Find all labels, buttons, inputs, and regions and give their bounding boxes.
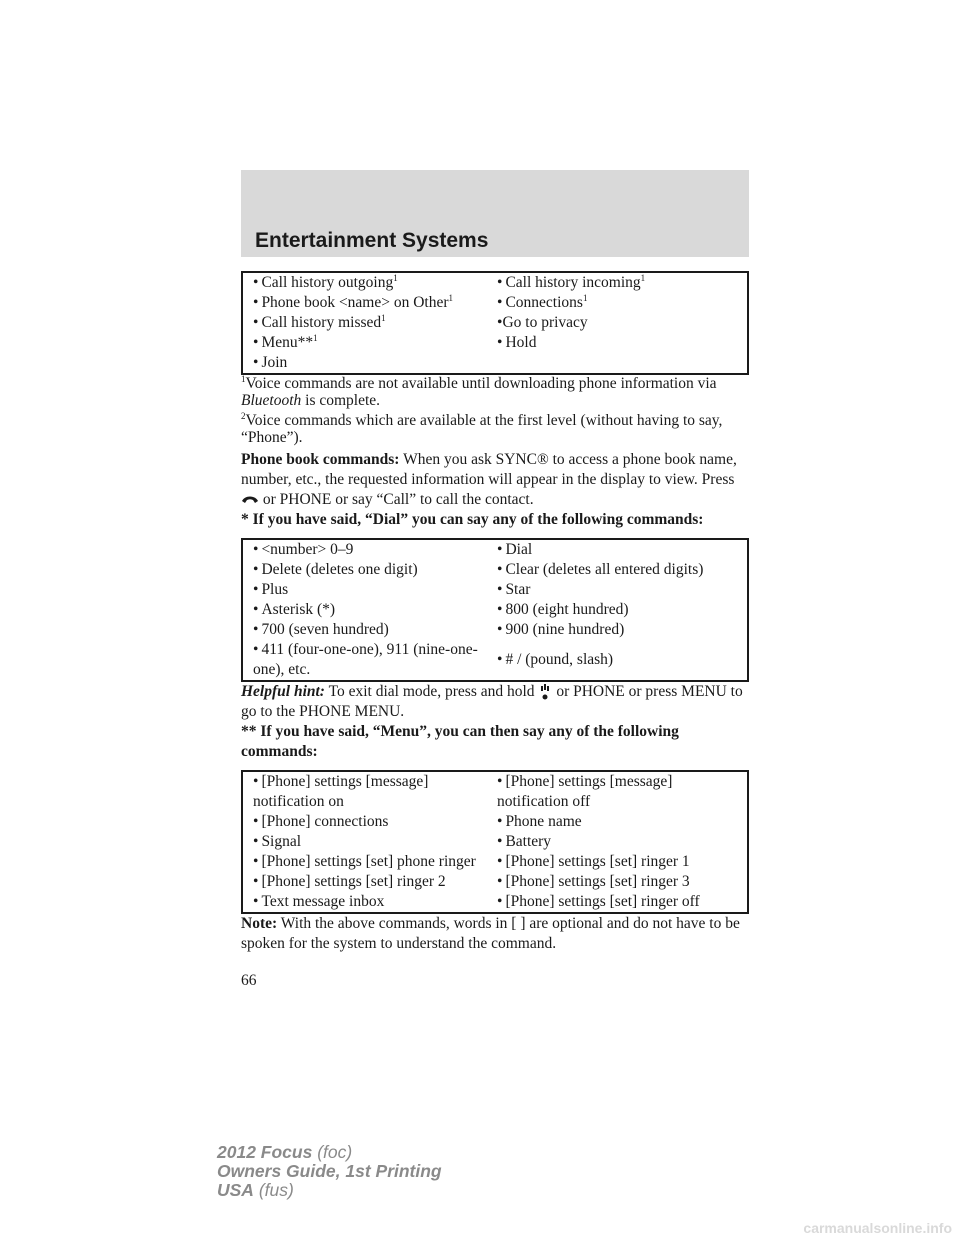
table-cell: • Clear (deletes all entered digits) bbox=[497, 561, 704, 578]
table-row bbox=[242, 600, 748, 620]
table-row bbox=[242, 580, 748, 600]
table-cell: • Menu**$^1$ bbox=[253, 333, 318, 351]
table-cell: • Hold bbox=[497, 334, 537, 351]
table-row bbox=[242, 353, 748, 374]
table-cell: • Asterisk (*) bbox=[253, 601, 336, 618]
table-row bbox=[242, 313, 748, 333]
phonebook-paragraph: Phone book commands: When you ask SYNC® to access a phone book name, number, etc., the requested information will appear in the display to view. Press or PHONE or say “Call” to call the contact. bbox=[241, 451, 737, 508]
menu-commands-table bbox=[241, 770, 749, 914]
table-cell: • [Phone] settings [set] ringer off bbox=[497, 893, 700, 910]
table-row bbox=[242, 832, 748, 852]
dial-heading: * If you have said, “Dial” you can say any of the following commands: bbox=[241, 511, 704, 528]
phone-commands-table bbox=[241, 271, 749, 375]
page-content bbox=[241, 271, 749, 954]
table-row bbox=[242, 640, 748, 681]
phone-end-icon bbox=[538, 683, 552, 701]
table-row bbox=[242, 872, 748, 892]
table-cell: • Phone book <name> on Other$^1$ bbox=[253, 293, 454, 311]
section-title: Entertainment Systems bbox=[255, 229, 489, 252]
table-row bbox=[242, 293, 748, 313]
dial-commands-table bbox=[241, 538, 749, 682]
table-cell: • Text message inbox bbox=[253, 893, 385, 910]
table-row bbox=[242, 812, 748, 832]
table-cell: • [Phone] settings [set] ringer 3 bbox=[497, 873, 690, 890]
phone-call-icon bbox=[241, 494, 259, 506]
page-number: 66 bbox=[241, 972, 257, 989]
table-cell: • Star bbox=[497, 581, 531, 598]
table-cell: • Phone name bbox=[497, 813, 582, 830]
table-row bbox=[242, 333, 748, 353]
table-row bbox=[242, 892, 748, 913]
table-cell: • 900 (nine hundred) bbox=[497, 621, 625, 638]
table-cell bbox=[495, 353, 748, 374]
footnote-1: $^1$Voice commands are not available until downloading phone information via Bluetooth is complete. bbox=[241, 374, 717, 409]
table-cell: • Call history missed$^1$ bbox=[253, 313, 386, 331]
table-cell: • <number> 0–9 bbox=[253, 541, 354, 558]
table-cell: • [Phone] settings [message] notification off bbox=[497, 773, 673, 810]
table-row bbox=[242, 272, 748, 293]
table-cell: • [Phone] settings [message] notification on bbox=[253, 773, 429, 810]
footnote-2: $^2$Voice commands which are available at the first level (without having to say, “Phone”). bbox=[241, 411, 723, 446]
table-row bbox=[242, 620, 748, 640]
table-cell: • Connections$^1$ bbox=[497, 293, 588, 311]
menu-heading: ** If you have said, “Menu”, you can then say any of the following commands: bbox=[241, 723, 679, 760]
table-row bbox=[242, 539, 748, 560]
section-header bbox=[241, 170, 749, 257]
table-cell: • Join bbox=[253, 354, 288, 371]
watermark: carmanualsonline.info bbox=[803, 1220, 952, 1236]
print-footer: 2012 Focus (foc) Owners Guide, 1st Printing USA (fus) bbox=[217, 1142, 442, 1200]
table-cell: •Go to privacy bbox=[497, 314, 588, 331]
table-cell: • 700 (seven hundred) bbox=[253, 621, 389, 638]
table-row bbox=[242, 560, 748, 580]
table-cell: • [Phone] settings [set] ringer 1 bbox=[497, 853, 690, 870]
table-cell: • [Phone] settings [set] phone ringer bbox=[253, 853, 476, 870]
table-cell: • Battery bbox=[497, 833, 552, 850]
table-cell: • Call history outgoing$^1$ bbox=[253, 273, 398, 291]
table-row bbox=[242, 771, 748, 812]
table-cell: • 411 (four-one-one), 911 (nine-one-one), etc. bbox=[253, 641, 478, 678]
table-cell: • Call history incoming$^1$ bbox=[497, 273, 646, 291]
helpful-hint: Helpful hint: To exit dial mode, press and hold or PHONE or press MENU to go to the PHONE MENU. bbox=[241, 683, 743, 720]
table-cell: • Dial bbox=[497, 541, 533, 558]
table-cell: • [Phone] connections bbox=[253, 813, 389, 830]
table-cell: • Plus bbox=[253, 581, 289, 598]
note-paragraph: Note: With the above commands, words in [ ] are optional and do not have to be spoken for the system to understand the command. bbox=[241, 915, 740, 952]
table-cell: • Delete (deletes one digit) bbox=[253, 561, 418, 578]
table-cell: • Signal bbox=[253, 833, 302, 850]
table-cell: • # / (pound, slash) bbox=[497, 651, 614, 668]
table-cell: • 800 (eight hundred) bbox=[497, 601, 629, 618]
table-cell: • [Phone] settings [set] ringer 2 bbox=[253, 873, 446, 890]
table-row bbox=[242, 852, 748, 872]
